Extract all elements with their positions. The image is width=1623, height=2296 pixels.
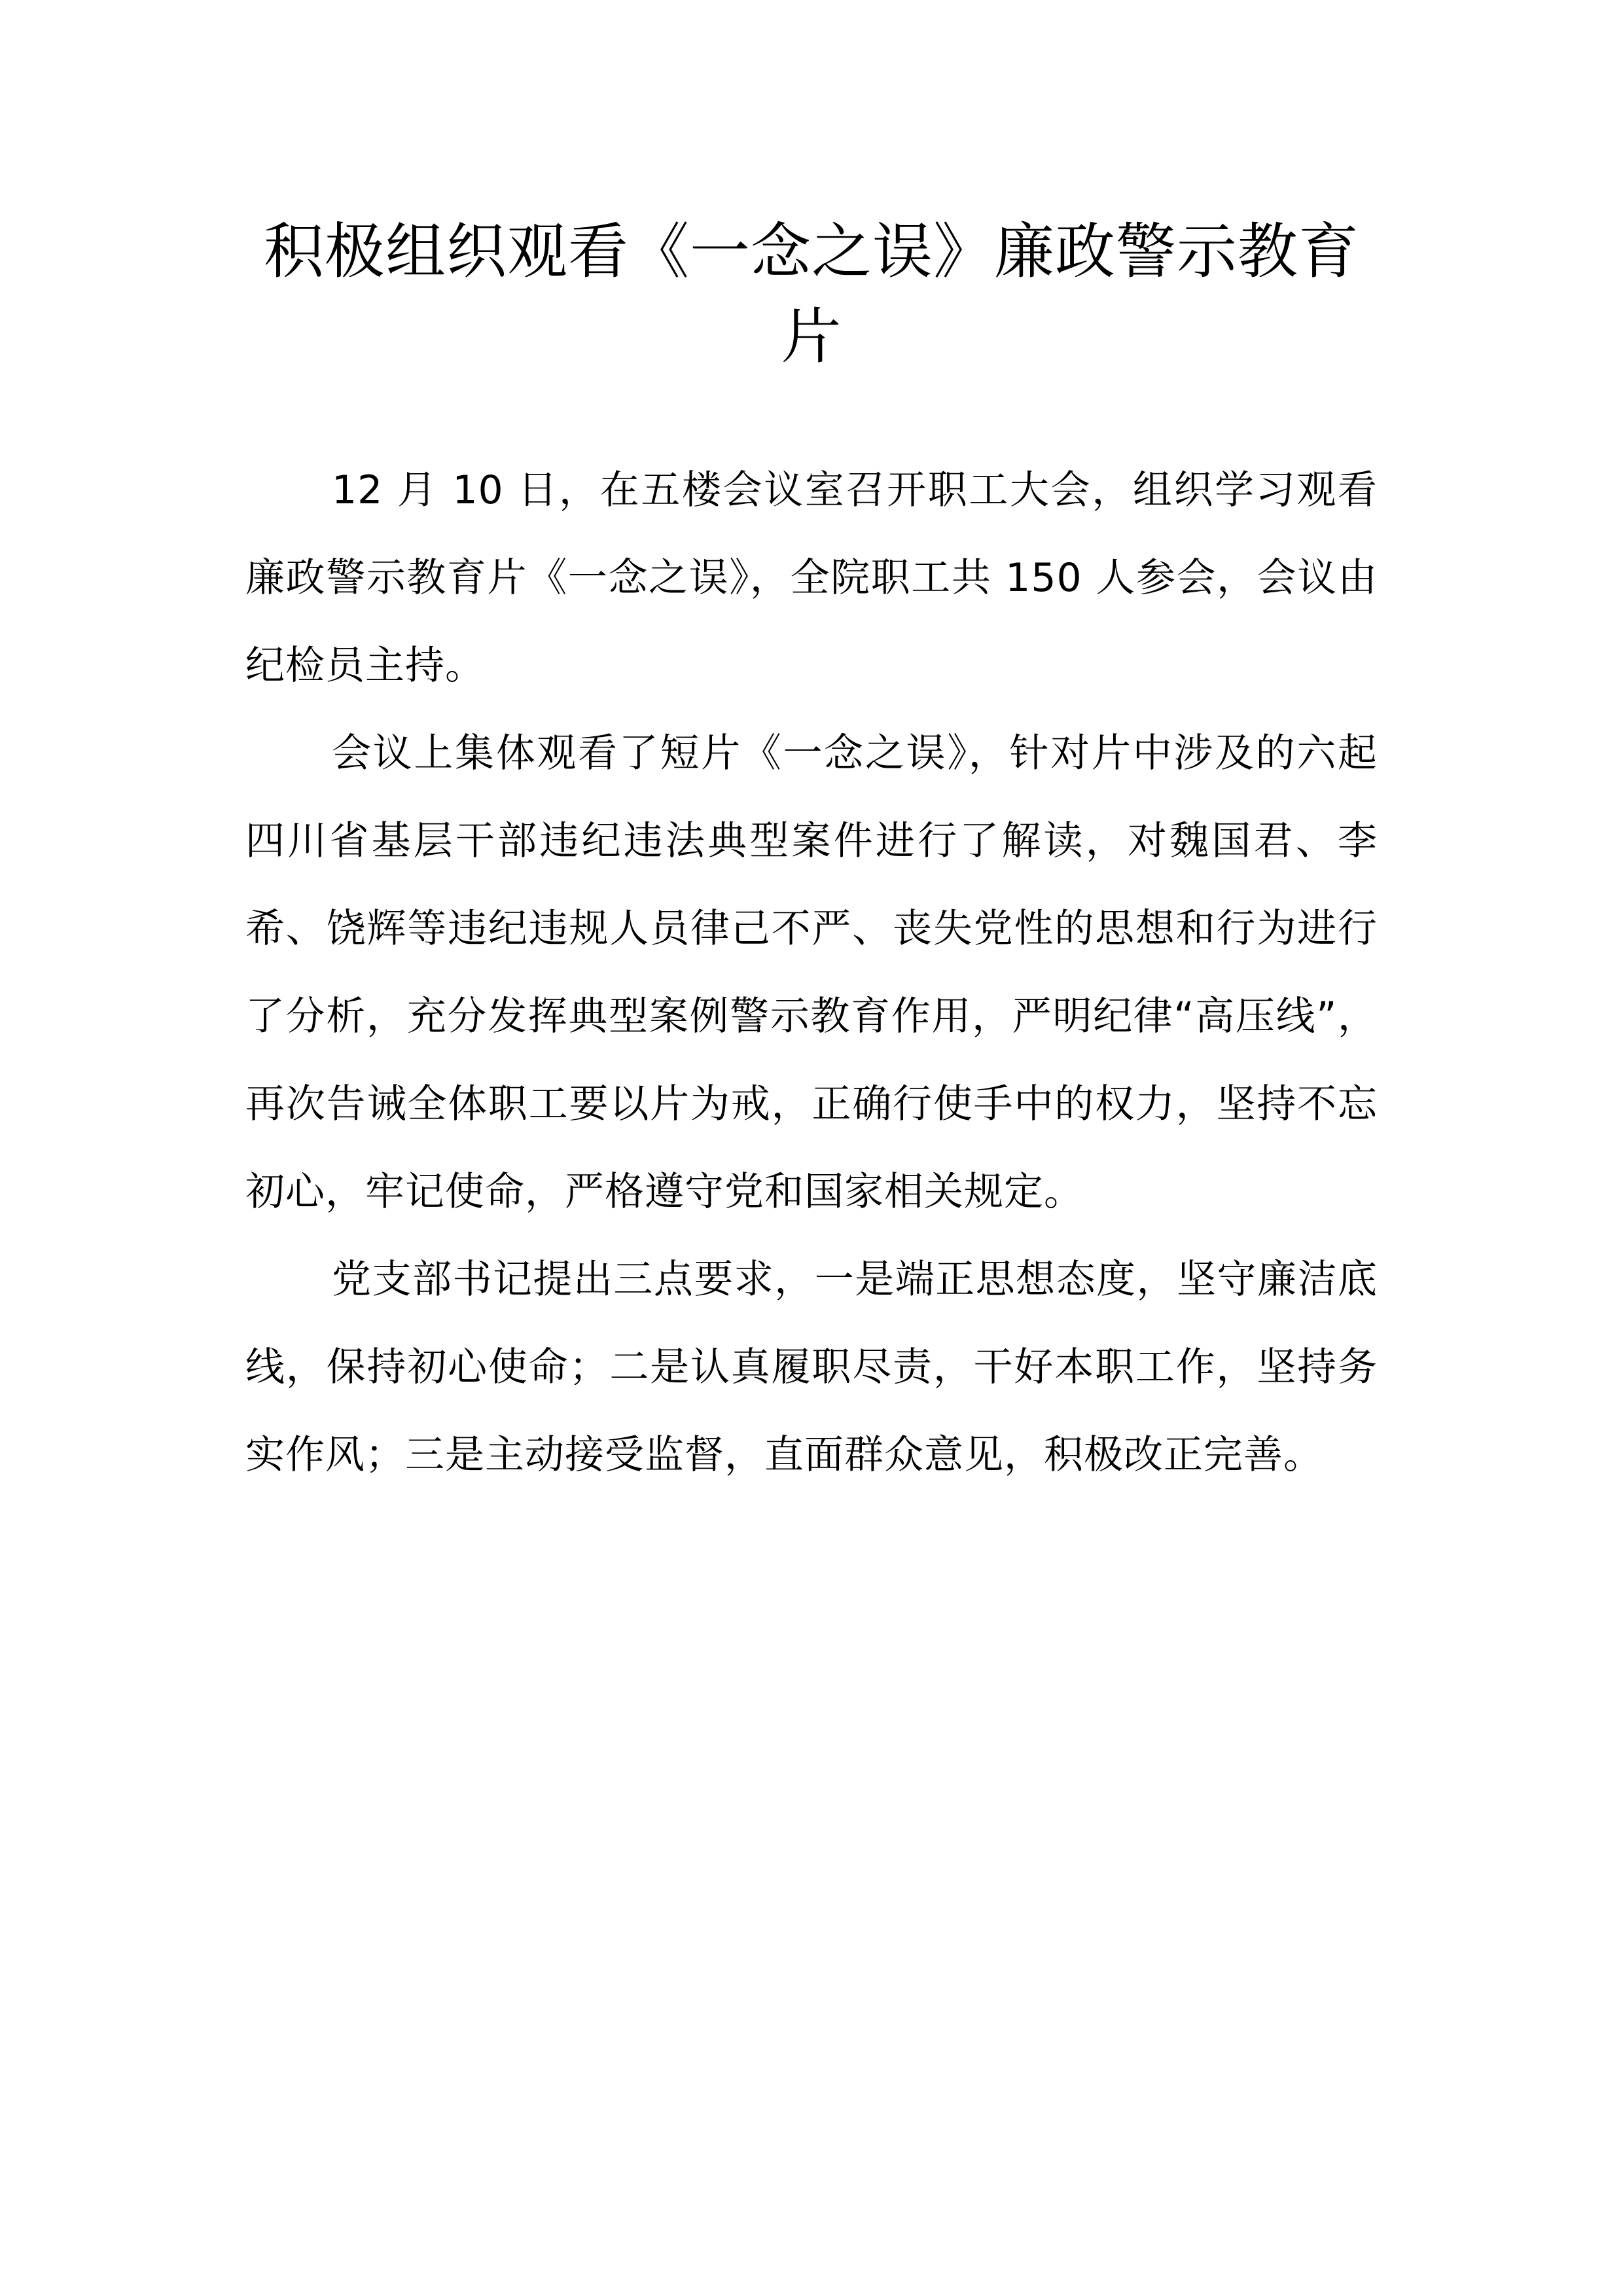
document-title: 积极组织观看《一念之误》廉政警示教育片 xyxy=(263,217,1359,372)
paragraph-meeting-summary: 12 月 10 日，在五楼会议室召开职工大会，组织学习观看廉政警示教育片《一念之误》，全院职工共 150 人参会，会议由纪检员主持。 xyxy=(245,467,1378,689)
document-body xyxy=(245,446,1378,1499)
paragraph-film-analysis: 会议上集体观看了短片《一念之误》，针对片中涉及的六起四川省基层干部违纪违法典型案件进行了解读，对魏国君、李希、饶辉等违纪违规人员律己不严、丧失党性的思想和行为进行了分析，充分发挥典型案例警示教育作用，严明纪律“高压线”，再次告诫全体职工要以片为戒，正确行使手中的权力，坚持不忘初心，牢记使命，严格遵守党和国家相关规定。 xyxy=(245,730,1378,1215)
paragraph-requirements: 党支部书记提出三点要求，一是端正思想态度，坚守廉洁底线，保持初心使命；二是认真履职尽责，干好本职工作，坚持务实作风；三是主动接受监督，直面群众意见，积极改正完善。 xyxy=(245,1257,1378,1478)
